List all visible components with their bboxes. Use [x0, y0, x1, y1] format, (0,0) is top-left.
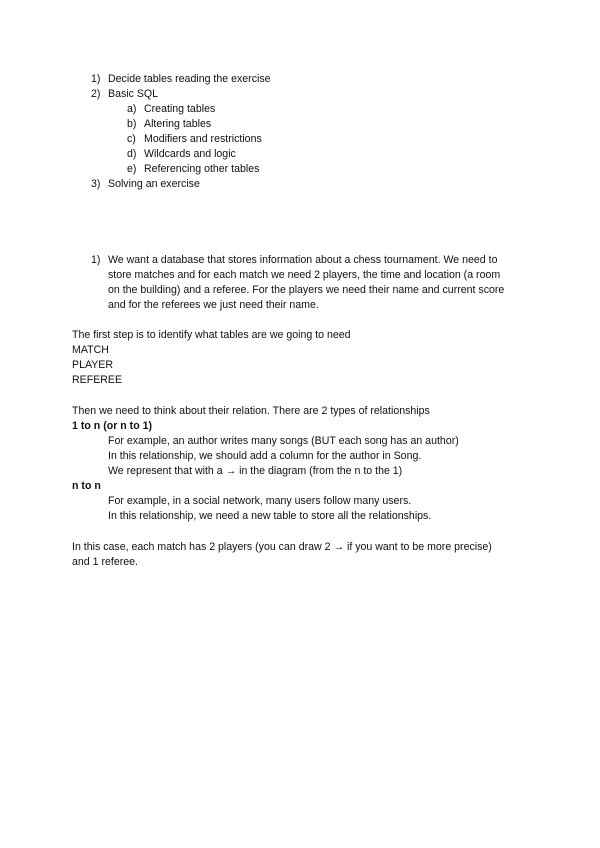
table-name: REFEREE: [72, 374, 123, 386]
relation-line: We represent that with a → in the diagram (from the n to the 1): [108, 465, 403, 477]
exercise-line: store matches and for each match we need 2 players, the time and location (a room: [108, 269, 501, 281]
outline-subitem-letter: c): [127, 133, 136, 145]
relation-heading-one-to-n: 1 to n (or n to 1): [72, 420, 153, 432]
outline-subitem-letter: d): [127, 148, 137, 160]
outline-subitem-text: Altering tables: [144, 118, 212, 130]
outline-item-number: 3): [91, 178, 101, 190]
table-name: PLAYER: [72, 359, 114, 371]
exercise-line: and for the referees we just need their name.: [108, 299, 319, 311]
relation-heading-n-to-n: n to n: [72, 480, 101, 492]
relation-line: For example, an author writes many songs (BUT each song has an author): [108, 435, 459, 447]
tables-intro: The first step is to identify what tables are we going to need: [72, 329, 351, 341]
exercise-line: We want a database that stores information about a chess tournament. We need to: [108, 254, 498, 266]
relation-line: In this relationship, we need a new table to store all the relationships.: [108, 510, 432, 522]
relation-line: In this relationship, we should add a column for the author in Song.: [108, 450, 422, 462]
outline-subitem-letter: a): [127, 103, 137, 115]
outline-subitem-text: Referencing other tables: [144, 163, 260, 175]
outline-subitem-text: Modifiers and restrictions: [144, 133, 262, 145]
outline-subitem-text: Creating tables: [144, 103, 216, 115]
exercise-number: 1): [91, 254, 101, 266]
outline-subitem-letter: e): [127, 163, 137, 175]
relation-line: For example, in a social network, many users follow many users.: [108, 495, 412, 507]
outline-item-number: 2): [91, 88, 101, 100]
conclusion-line: In this case, each match has 2 players (you can draw 2 → if you want to be more precise): [72, 541, 492, 553]
outline-subitem-text: Wildcards and logic: [144, 148, 236, 160]
relations-intro: Then we need to think about their relation. There are 2 types of relationships: [72, 405, 430, 417]
outline-item-text: Decide tables reading the exercise: [108, 73, 271, 85]
outline-item-number: 1): [91, 73, 101, 85]
table-name: MATCH: [72, 344, 109, 356]
conclusion-line: and 1 referee.: [72, 556, 138, 568]
outline-subitem-letter: b): [127, 118, 137, 130]
exercise-line: on the building) and a referee. For the players we need their name and current score: [108, 284, 505, 296]
outline-item-text: Basic SQL: [108, 88, 159, 100]
outline-item-text: Solving an exercise: [108, 178, 200, 190]
